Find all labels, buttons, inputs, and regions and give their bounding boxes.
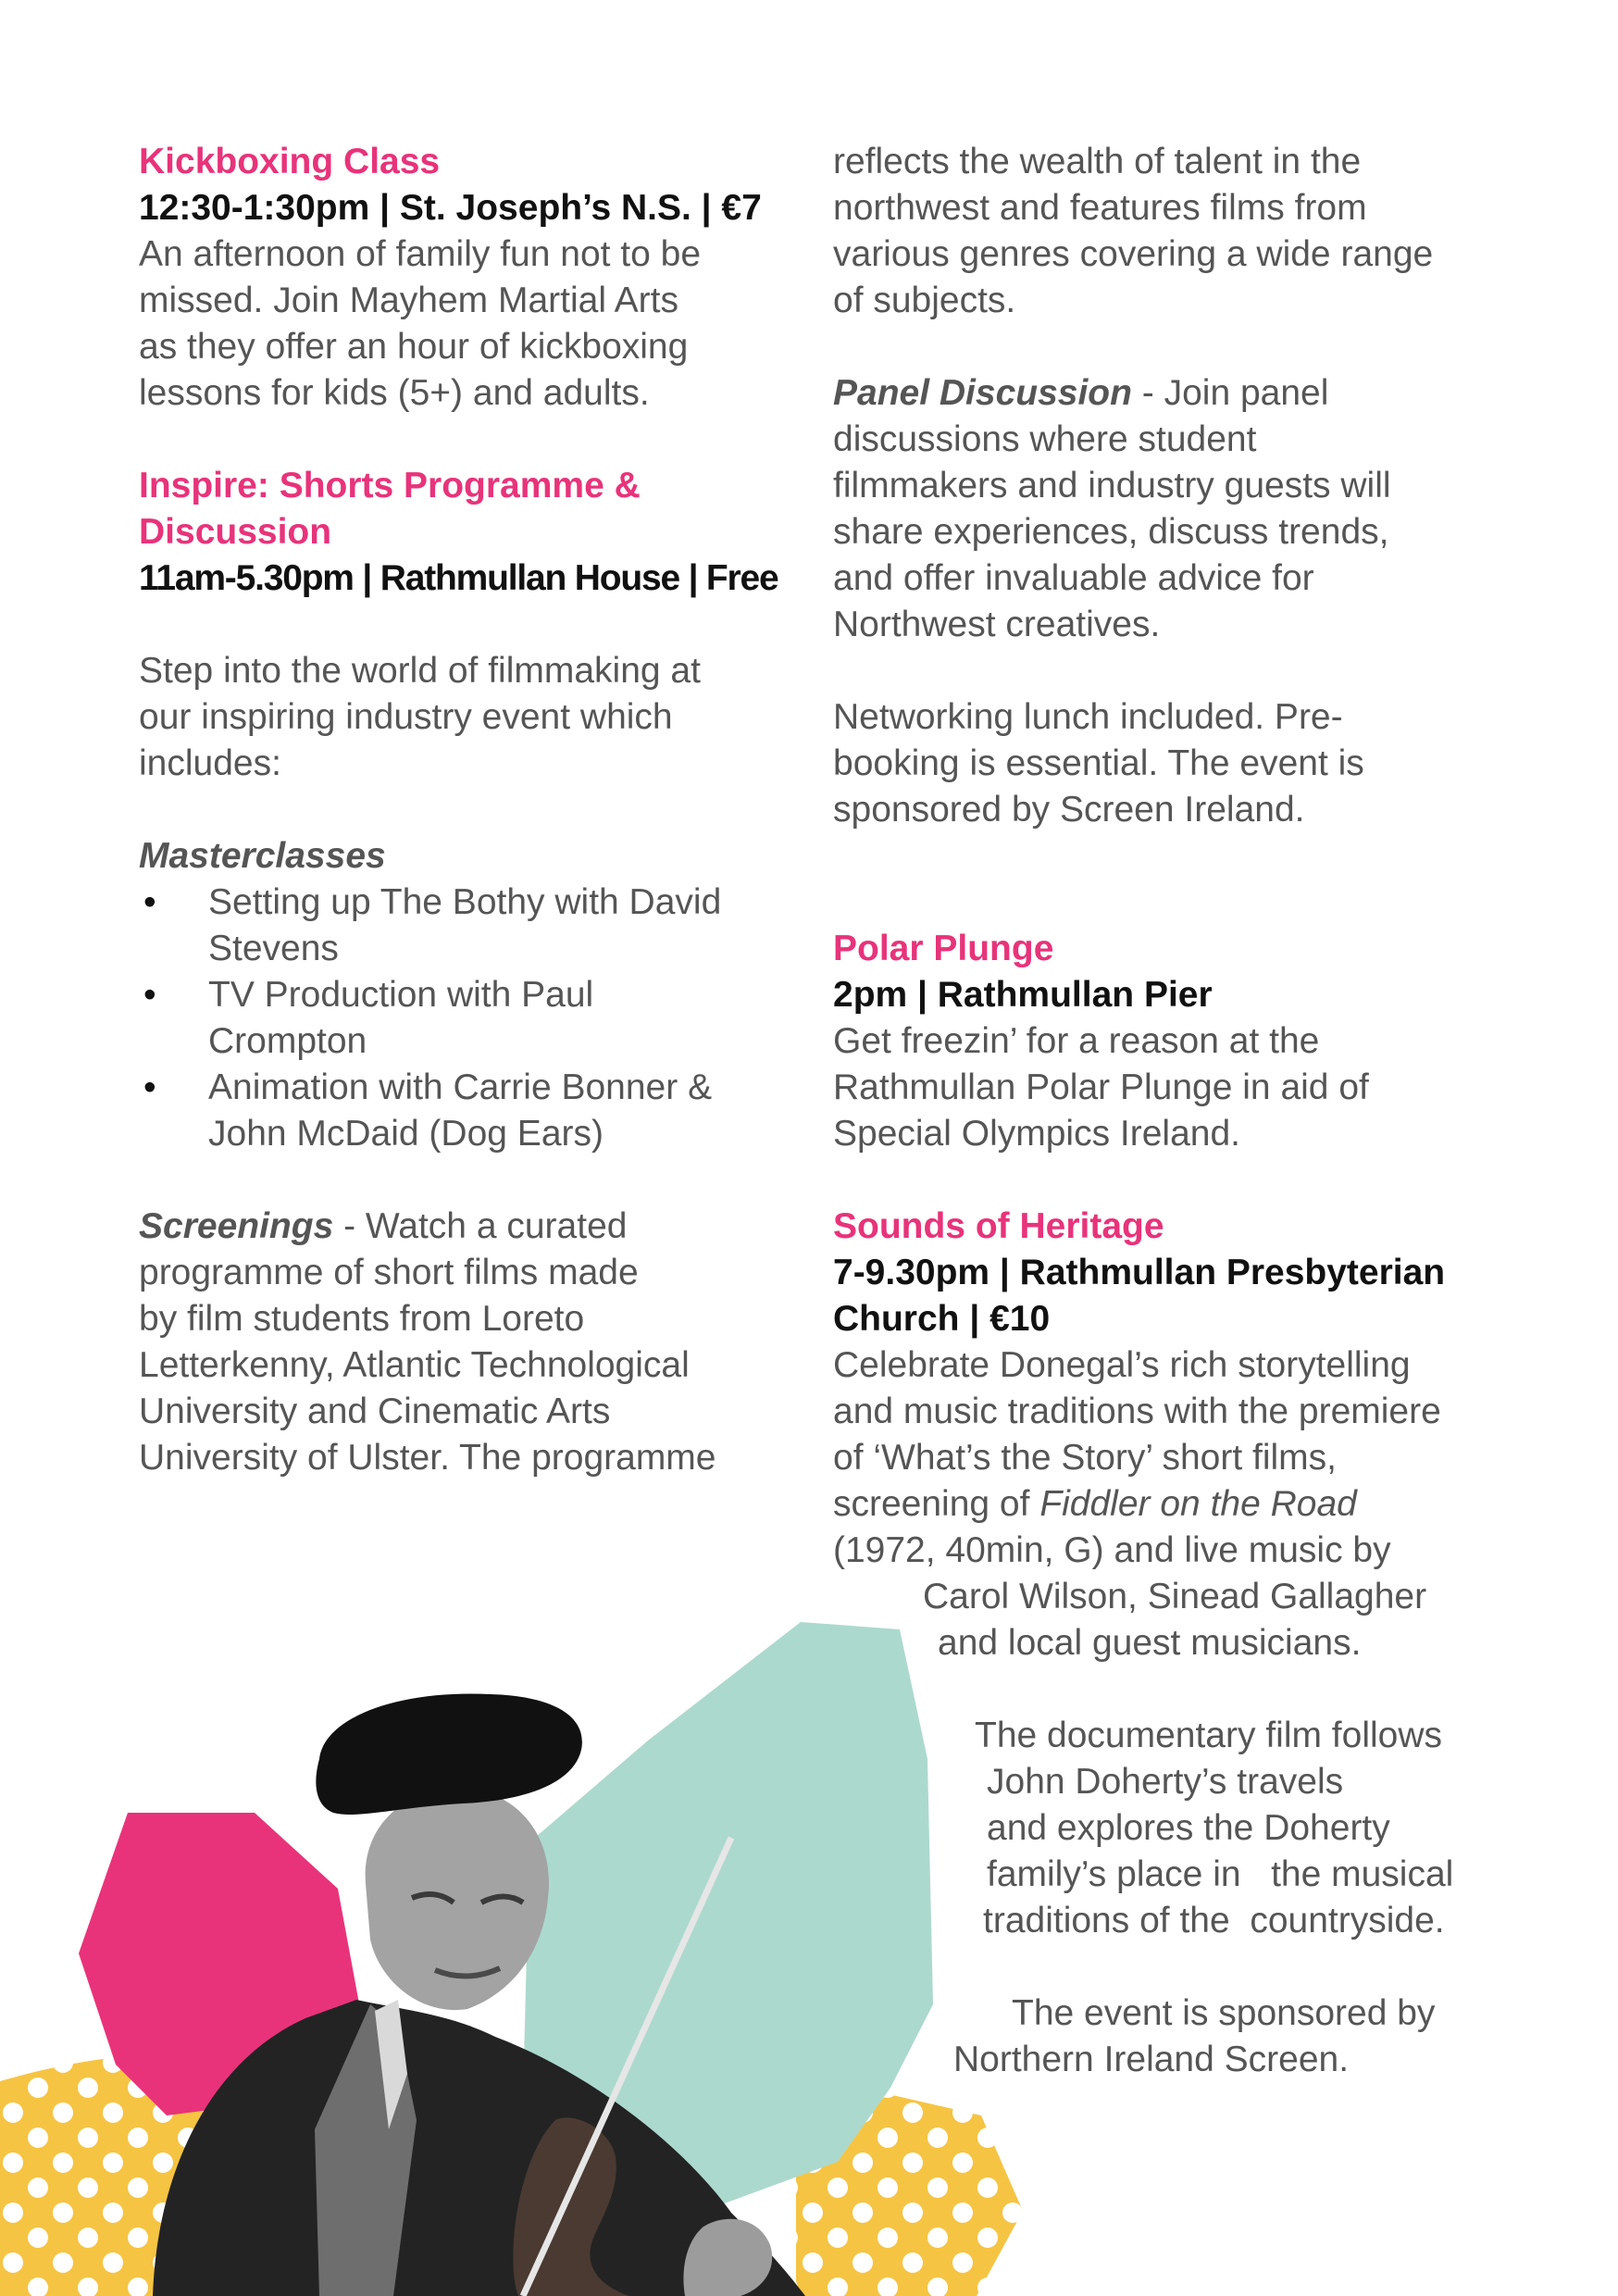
networking-paragraph <box>833 694 1500 833</box>
text-line <box>139 1204 805 1250</box>
kickboxing-title: Kickboxing Class <box>139 142 441 181</box>
list-item <box>139 880 805 972</box>
text-line: Celebrate Donegal’s rich storytelling <box>833 1345 1411 1385</box>
screenings-text: - Watch a curated <box>333 1206 628 1246</box>
text-line: and explores the Doherty <box>987 1808 1390 1848</box>
inspire-section <box>139 463 805 1481</box>
inspire-title-line: Inspire: Shorts Programme & <box>139 466 641 505</box>
inspire-title-line: Discussion <box>139 512 332 552</box>
text-line: sponsored by Screen Ireland. <box>833 790 1305 830</box>
panel-discussion-paragraph <box>833 370 1500 648</box>
text-line: of subjects. <box>833 281 1016 320</box>
text-line: Carol Wilson, Sinead Gallagher <box>923 1577 1427 1616</box>
list-item <box>139 1065 805 1157</box>
list-item-line: John McDaid (Dog Ears) <box>208 1114 604 1154</box>
text-line: booking is essential. The event is <box>833 743 1364 783</box>
panel-text: - Join panel <box>1131 373 1329 413</box>
text-line: and offer invaluable advice for <box>833 558 1314 598</box>
text-line <box>833 1481 1500 1528</box>
text-line: The event is sponsored by <box>1012 1993 1436 2033</box>
heritage-meta-line: Church | €10 <box>833 1299 1051 1339</box>
film-title: Fiddler on the Road <box>1039 1484 1357 1524</box>
text-line: and local guest musicians. <box>938 1623 1362 1663</box>
text-line: programme of short films made <box>139 1253 639 1292</box>
text-line: (1972, 40min, G) and live music by <box>833 1530 1391 1570</box>
polar-plunge-title: Polar Plunge <box>833 929 1054 968</box>
list-item-line: • TV Production with Paul <box>208 975 594 1015</box>
heritage-meta-line: 7-9.30pm | Rathmullan Presbyterian <box>833 1253 1446 1292</box>
list-item-line: Crompton <box>208 1021 367 1061</box>
text-line: John Doherty’s travels <box>987 1762 1344 1802</box>
kickboxing-description <box>139 231 805 417</box>
polar-plunge-section <box>833 926 1500 1157</box>
text-line: Get freezin’ for a reason at the <box>833 1021 1320 1061</box>
heritage-meta <box>833 1250 1500 1342</box>
text-line: of ‘What’s the Story’ short films, <box>833 1438 1338 1478</box>
text-line: The documentary film follows <box>975 1716 1443 1755</box>
polar-plunge-meta: 2pm | Rathmullan Pier <box>833 975 1213 1015</box>
list-item-line: • Setting up The Bothy with David <box>208 882 722 922</box>
text-line: by film students from Loreto <box>139 1299 585 1339</box>
text-line <box>833 370 1500 417</box>
masterclasses-list <box>139 880 805 1157</box>
kickboxing-section <box>139 139 805 417</box>
inspire-title <box>139 463 805 555</box>
text-line: discussions where student <box>833 419 1257 459</box>
inspire-meta: 11am-5.30pm | Rathmullan House | Free <box>139 558 778 598</box>
screening-prefix: screening of <box>833 1484 1040 1524</box>
masterclasses-heading: Masterclasses <box>139 836 386 876</box>
inspire-intro <box>139 648 805 787</box>
text-line: An afternoon of family fun not to be <box>139 234 702 274</box>
text-line: northwest and features films from <box>833 188 1367 228</box>
screenings-paragraph <box>139 1204 805 1481</box>
kickboxing-meta: 12:30-1:30pm | St. Joseph’s N.S. | €7 <box>139 188 762 228</box>
text-line: Special Olympics Ireland. <box>833 1114 1241 1154</box>
text-line: and music traditions with the premiere <box>833 1391 1441 1431</box>
text-line: share experiences, discuss trends, <box>833 512 1389 552</box>
text-line: family’s place in the musical <box>987 1854 1454 1894</box>
right-column <box>833 139 1500 2083</box>
text-line: Northwest creatives. <box>833 605 1161 644</box>
text-line: Step into the world of filmmaking at <box>139 651 701 691</box>
text-line: University and Cinematic Arts <box>139 1391 611 1431</box>
screenings-continued <box>833 139 1500 324</box>
list-item-line: • Animation with Carrie Bonner & <box>208 1067 713 1107</box>
left-column <box>139 139 805 1481</box>
text-line: missed. Join Mayhem Martial Arts <box>139 281 679 320</box>
text-line: filmmakers and industry guests will <box>833 466 1391 505</box>
text-line: lessons for kids (5+) and adults. <box>139 373 650 413</box>
text-line: as they offer an hour of kickboxing <box>139 327 689 367</box>
text-line: reflects the wealth of talent in the <box>833 142 1362 181</box>
screenings-label: Screenings <box>139 1206 334 1246</box>
text-line: various genres covering a wide range <box>833 234 1434 274</box>
text-line: University of Ulster. The programme <box>139 1438 716 1478</box>
text-line: Northern Ireland Screen. <box>953 2040 1350 2079</box>
text-line: Letterkenny, Atlantic Technological <box>139 1345 690 1385</box>
heritage-title: Sounds of Heritage <box>833 1206 1164 1246</box>
text-line: includes: <box>139 743 281 783</box>
text-line: our inspiring industry event which <box>139 697 673 737</box>
panel-discussion-label: Panel Discussion <box>833 373 1132 413</box>
text-line: Networking lunch included. Pre- <box>833 697 1343 737</box>
list-item <box>139 972 805 1065</box>
text-line: Rathmullan Polar Plunge in aid of <box>833 1067 1369 1107</box>
sounds-of-heritage-section <box>833 1204 1500 2083</box>
list-item-line: Stevens <box>208 929 339 968</box>
text-line: traditions of the countryside. <box>983 1901 1445 1940</box>
